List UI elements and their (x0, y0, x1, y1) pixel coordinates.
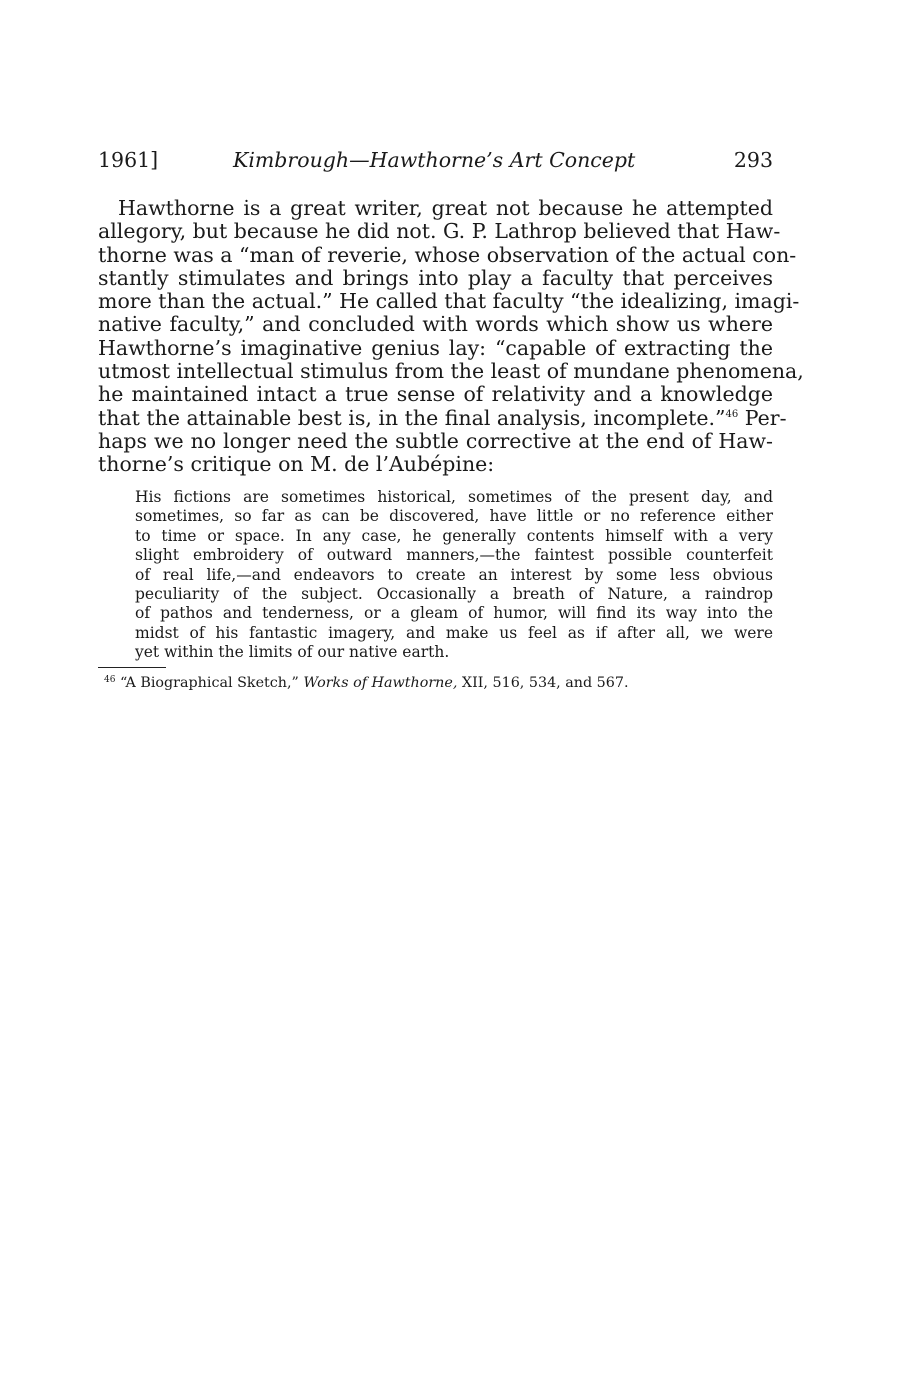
quote-line: His fictions are sometimes historical, sometimes of the present day, and (135, 488, 773, 506)
body-line: haps we no longer need the subtle corrective at the end of Haw- (98, 428, 773, 453)
footnote-number: 46 (104, 675, 116, 685)
quote-line: of pathos and tenderness, or a gleam of humor, will find its way into the (135, 604, 773, 623)
quote-line: yet within the limits of our native earth. (135, 643, 450, 662)
body-line: Hawthorne’s imaginative genius lay: “capable of extracting the (98, 335, 773, 360)
body-line-text: that the attainable best is, in the final analysis, incomplete.” (98, 405, 726, 430)
body-line: more than the actual.” He called that faculty “the idealizing, imagi- (98, 289, 800, 314)
page-number: 293 (733, 148, 773, 172)
body-line: allegory, but because he did not. G. P. Lathrop believed that Haw- (98, 219, 781, 244)
footnote-reference: 46 (725, 408, 739, 420)
body-line: utmost intellectual stimulus from the least of mundane phenomena, (98, 359, 804, 384)
body-line: Hawthorne is a great writer, great not because he attempted (118, 196, 773, 220)
block-quote (135, 488, 773, 663)
quote-line: slight embroidery of outward manners,—the faintest possible counterfeit (135, 546, 773, 565)
body-line-tail: Per- (738, 405, 787, 430)
quote-line: of real life,—and endeavors to create an interest by some less obvious (135, 565, 773, 584)
body-line: thorne’s critique on M. de l’Aubépine: (98, 452, 495, 477)
body-paragraph (98, 196, 804, 477)
header-title: Kimbrough—Hawthorne’s Art Concept (233, 148, 636, 172)
body-line: stantly stimulates and brings into play a faculty that perceives (98, 265, 773, 290)
footnote (104, 674, 773, 693)
body-line: thorne was a “man of reverie, whose observation of the actual con- (98, 242, 797, 267)
quote-line: to time or space. In any case, he generally contents himself with a very (135, 526, 773, 545)
quote-line: midst of his fantastic imagery, and make us feel as if after all, we were (135, 623, 773, 642)
footnote-divider (98, 667, 166, 668)
footnote-text-before: “A Biographical Sketch,” (115, 675, 304, 691)
body-line: he maintained intact a true sense of relativity and a knowledge (98, 382, 773, 407)
quote-line: peculiarity of the subject. Occasionally a breath of Nature, a raindrop (135, 585, 773, 604)
footnote-italic-title: Works of Hawthorne, (303, 675, 458, 691)
body-line: native faculty,” and concluded with words which show us where (98, 312, 773, 337)
quote-line: sometimes, so far as can be discovered, have little or no reference either (135, 507, 773, 526)
header-year: 1961] (98, 148, 159, 172)
footnote-text-after: XII, 516, 534, and 567. (457, 675, 629, 691)
body-line-with-footnote (98, 405, 787, 430)
running-head (98, 147, 773, 173)
